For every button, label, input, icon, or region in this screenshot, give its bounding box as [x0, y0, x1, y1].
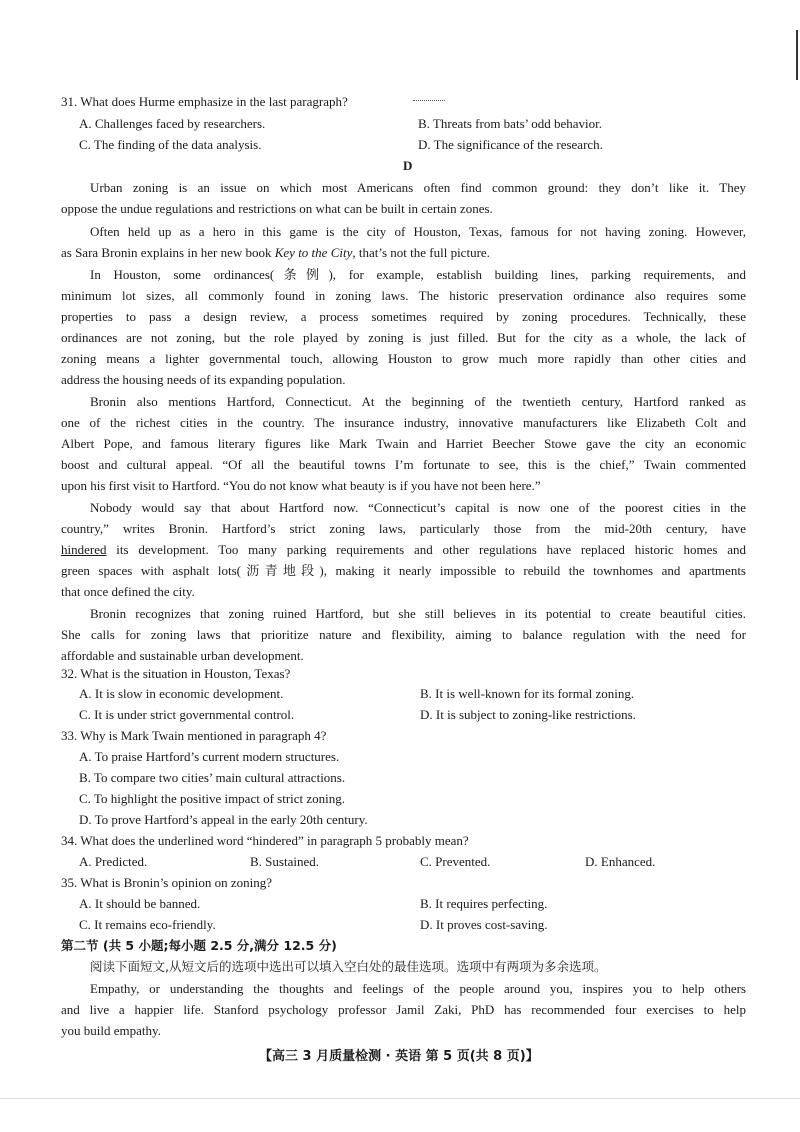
q34-option-d: D. Enhanced.	[585, 854, 656, 869]
section2-line-2: and live a happier life. Stanford psychology professor Jamil Zaki, PhD has recommended four exercises to help	[61, 1002, 746, 1017]
q31-option-c: C. The finding of the data analysis.	[79, 137, 262, 152]
passage-p4-line-1: Bronin also mentions Hartford, Connecticut. At the beginning of the twentieth century, Hartford ranked as	[90, 394, 746, 409]
passage-p6-line-3: affordable and sustainable urban development.	[61, 648, 304, 663]
q34-option-a: A. Predicted.	[79, 854, 148, 869]
q31-option-b: B. Threats from bats’ odd behavior.	[418, 116, 603, 131]
book-title: Key to the City	[274, 245, 353, 260]
passage-p1-line-2: oppose the undue regulations and restrictions on what can be built in certain zones.	[61, 201, 493, 216]
q35-option-b: B. It requires perfecting.	[420, 896, 548, 911]
q32-option-a: A. It is slow in economic development.	[79, 686, 284, 701]
passage-p3-line-2: minimum lot sizes, all commonly found in zoning laws. The historic preservation ordinance also requires some	[61, 288, 746, 303]
q32-option-d: D. It is subject to zoning-like restrictions.	[420, 707, 636, 722]
section2-line-1: Empathy, or understanding the thoughts and feelings of the people around you, inspires you to help others	[90, 981, 746, 996]
q31-stem: 31. What does Hurme emphasize in the last paragraph?	[61, 94, 348, 109]
q32-stem: 32. What is the situation in Houston, Texas?	[61, 666, 291, 681]
passage-p2-text: as Sara Bronin explains in her new book	[61, 245, 275, 260]
passage-p5-line-5: that once defined the city.	[61, 584, 195, 599]
section2-line-3: you build empathy.	[61, 1023, 161, 1038]
q32-option-c: C. It is under strict governmental control.	[79, 707, 295, 722]
underlined-word: hindered	[61, 542, 107, 557]
passage-p4-line-3: Albert Pope, and famous literary figures like Mark Twain and Harriet Beecher Stowe gave the city an economic	[61, 436, 746, 451]
passage-p2-text-end: , that’s not the full picture.	[352, 245, 490, 260]
q35-option-c: C. It remains eco-friendly.	[79, 917, 216, 932]
bottom-divider	[0, 1098, 800, 1099]
passage-p1-line-1: Urban zoning is an issue on which most Americans often find common ground: they don’t like it. They	[90, 180, 746, 195]
passage-p2-line-2	[61, 243, 490, 263]
q35-option-d: D. It proves cost-saving.	[420, 917, 548, 932]
q34-stem: 34. What does the underlined word “hindered” in paragraph 5 probably mean?	[61, 833, 469, 848]
passage-p6-line-2: She calls for zoning laws that prioritize nature and flexibility, aiming to balance regulation with the need for	[61, 627, 746, 642]
passage-p3-line-5: zoning means a lighter governmental touch, allowing Houston to grow much more rapidly than other cities and	[61, 351, 746, 366]
q34-option-b: B. Sustained.	[250, 854, 319, 869]
q35-stem: 35. What is Bronin’s opinion on zoning?	[61, 875, 272, 890]
passage-p5-line-4: green spaces with asphalt lots(沥青地段), making it nearly impossible to rebuild the townhomes and apartments	[61, 563, 746, 578]
section2-heading: 第二节 (共 5 小题;每小题 2.5 分,满分 12.5 分)	[61, 938, 337, 953]
passage-p5-line-2: country,” writes Bronin. Hartford’s strict zoning laws, particularly those from the mid-20th century, have	[61, 521, 746, 536]
passage-p3-line-4: ordinances are not zoning, but the role played by zoning is just filled. But for the city as a whole, the lack of	[61, 330, 746, 345]
passage-p5-line-3	[61, 540, 746, 560]
q33-stem: 33. Why is Mark Twain mentioned in paragraph 4?	[61, 728, 327, 743]
q33-option-a: A. To praise Hartford’s current modern structures.	[79, 749, 340, 764]
passage-p3-line-3: properties to pass a design review, a process sometimes required by zoning procedures. Technically, these	[61, 309, 746, 324]
passage-p5-line-3-text: its development. Too many parking requirements and other regulations have replaced historic homes and	[106, 542, 746, 557]
passage-p6-line-1: Bronin recognizes that zoning ruined Hartford, but she still believes in its potential to create beautiful cities.	[90, 606, 746, 621]
dotted-mark	[413, 100, 445, 102]
q31-option-d: D. The significance of the research.	[418, 137, 603, 152]
passage-p4-line-5: upon his first visit to Hartford. “You do not know what beauty is if you have not been here.”	[61, 478, 541, 493]
q33-option-d: D. To prove Hartford’s appeal in the early 20th century.	[79, 812, 368, 827]
q33-option-b: B. To compare two cities’ main cultural attractions.	[79, 770, 346, 785]
q32-option-b: B. It is well-known for its formal zoning.	[420, 686, 635, 701]
section2-instruction: 阅读下面短文,从短文后的选项中选出可以填入空白处的最佳选项。选项中有两项为多余选项。	[90, 959, 607, 974]
passage-p3-line-1: In Houston, some ordinances(条例), for example, establish building lines, parking requirements, and	[90, 267, 746, 282]
passage-p2-line-1: Often held up as a hero in this game is the city of Houston, Texas, famous for not having zoning. However,	[90, 224, 746, 239]
page-footer: 【高三 3 月质量检测 · 英语 第 5 页(共 8 页)】	[259, 1049, 539, 1064]
passage-p4-line-4: boost and cultural appeal. “Of all the beautiful towns I’m fortunate to see, this is the chief,” Twain commented	[61, 457, 746, 472]
q35-option-a: A. It should be banned.	[79, 896, 201, 911]
scan-edge-mark	[796, 30, 798, 80]
q34-option-c: C. Prevented.	[420, 854, 491, 869]
passage-label: D	[403, 158, 413, 173]
q33-option-c: C. To highlight the positive impact of strict zoning.	[79, 791, 346, 806]
passage-p4-line-2: one of the richest cities in the country. The insurance industry, innovative manufacturers like Elizabeth Colt and	[61, 415, 746, 430]
passage-p3-line-6: address the housing needs of its expanding population.	[61, 372, 346, 387]
passage-p5-line-1: Nobody would say that about Hartford now. “Connecticut’s capital is now one of the poorest cities in the	[90, 500, 746, 515]
q31-option-a: A. Challenges faced by researchers.	[79, 116, 266, 131]
